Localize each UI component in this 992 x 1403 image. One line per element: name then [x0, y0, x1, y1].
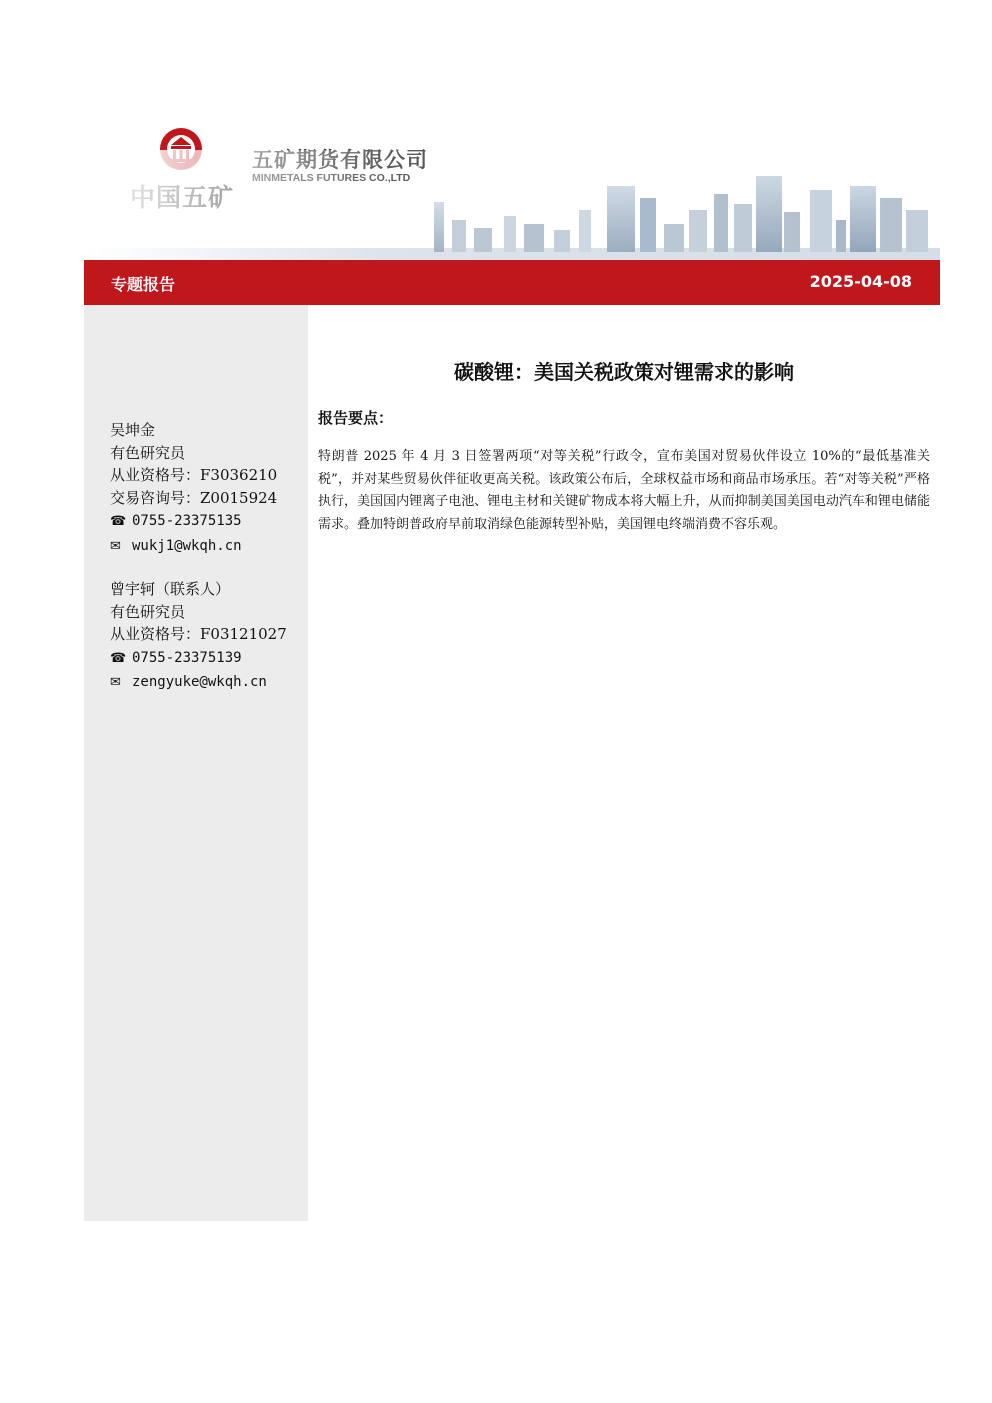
- analyst-phone-number: 0755-23375139: [132, 649, 242, 666]
- report-date: 2025-04-08: [809, 272, 912, 291]
- analyst-name: 吴坤金: [110, 421, 156, 439]
- analyst-phone: [110, 646, 287, 671]
- analyst-email[interactable]: [110, 534, 277, 559]
- report-title: 碳酸锂：美国关税政策对锂需求的影响: [454, 360, 794, 384]
- analyst-sidebar: [84, 305, 308, 1221]
- report-banner: [84, 260, 940, 305]
- report-category: 专题报告: [111, 275, 176, 294]
- page-header: [0, 0, 992, 262]
- phone-icon: ☎: [110, 650, 127, 666]
- analyst-phone-number: 0755-23375135: [132, 513, 242, 530]
- analyst-name: 曾宇轲（联系人）: [110, 580, 231, 598]
- phone-icon: ☎: [110, 514, 127, 530]
- analyst-qualification: 从业资格号：F3036210: [110, 466, 278, 485]
- city-skyline-image: [84, 150, 940, 262]
- analyst-phone: [110, 509, 277, 534]
- report-summary: 特朗普 2025 年 4 月 3 日签署两项“对等关税”行政令，宣布美国对贸易伙伴设立 10%的“最低基准关税”，并对某些贸易伙伴征收更高关税。该政策公布后，全球权益市场和商品市场承压。若“对等关税”严格执行，美国国内锂离子电池、锂电主材和关键矿物成本将大幅上升，从而抑制美国美国电动汽车和锂电储能需求。叠加特朗普政府早前取消绿色能源转型补贴，美国锂电终端消费不容乐观。: [318, 449, 930, 532]
- analyst-role: 有色研究员: [110, 443, 186, 462]
- analyst-role: 有色研究员: [110, 602, 186, 621]
- analyst-card: [110, 419, 277, 559]
- envelope-icon: ✉: [110, 538, 121, 554]
- analyst-card: [110, 578, 287, 695]
- analyst-email-address[interactable]: zengyuke@wkqh.cn: [132, 674, 267, 691]
- envelope-icon: ✉: [110, 675, 121, 691]
- analyst-email-address[interactable]: wukj1@wkqh.cn: [132, 537, 242, 554]
- analyst-qualification: 从业资格号：F03121027: [110, 625, 287, 644]
- section-label: 报告要点：: [318, 409, 394, 427]
- analyst-consulting-number: 交易咨询号：Z0015924: [110, 488, 278, 507]
- analyst-email[interactable]: [110, 670, 287, 695]
